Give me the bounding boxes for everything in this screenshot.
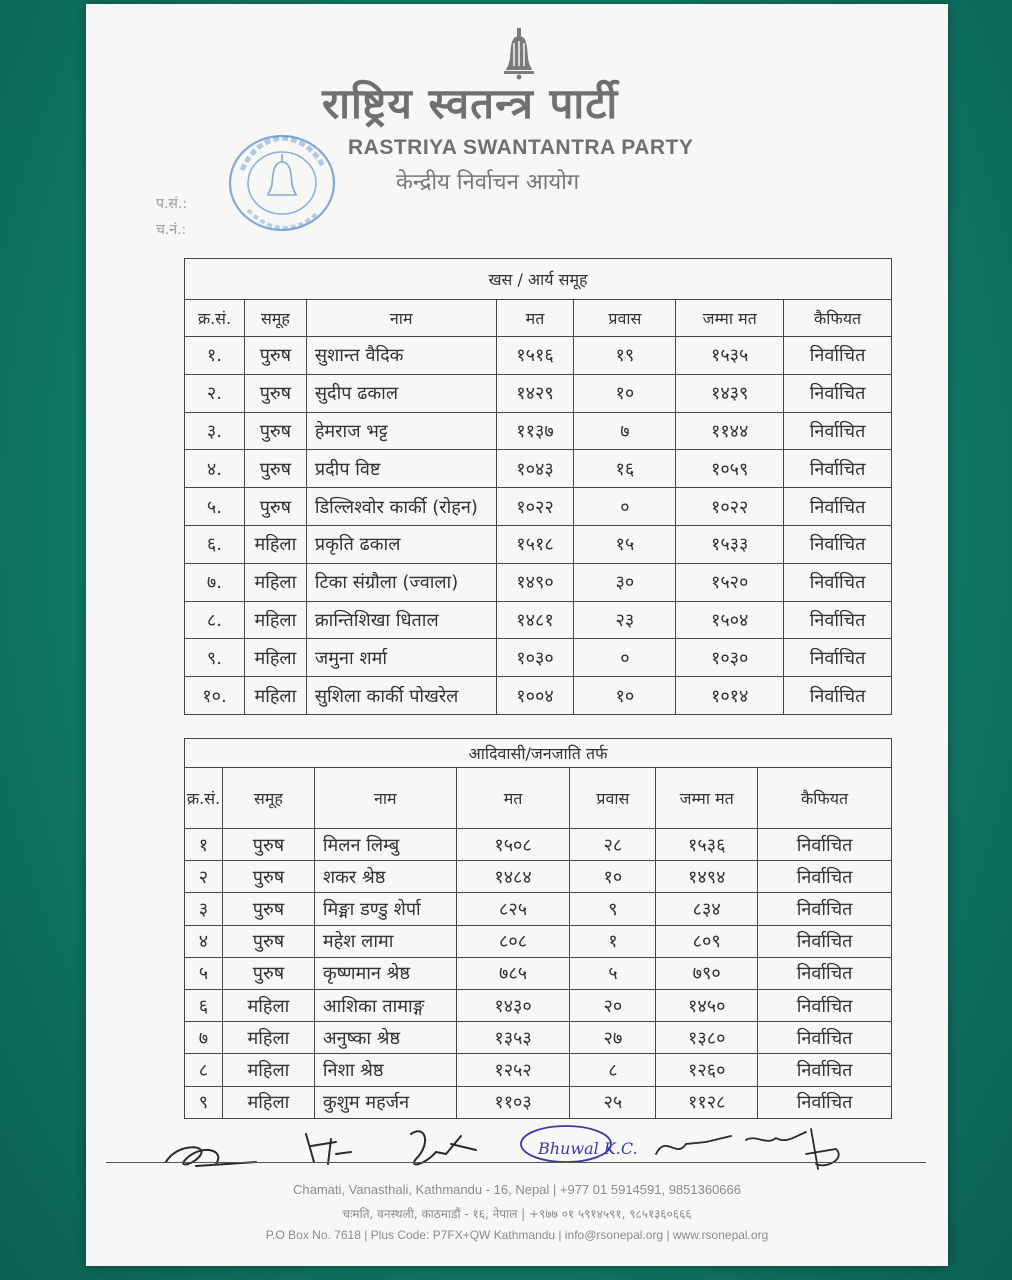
reference-number-label: प.सं.: [156, 196, 188, 212]
cell-remarks: निर्वाचित [784, 601, 892, 639]
table-caption: आदिवासी/जनजाति तर्फ [185, 739, 892, 768]
cell-name: कुशुम महर्जन [314, 1086, 456, 1118]
cell-group: महिला [222, 1086, 314, 1118]
cell-name: मिलन लिम्बु [314, 829, 456, 861]
cell-total-votes: १०२२ [676, 488, 784, 526]
cell-remarks: निर्वाचित [758, 893, 892, 925]
cell-sn: ६. [185, 525, 245, 563]
cell-total-votes: १०५९ [676, 450, 784, 488]
column-header-total-votes: जम्मा मत [676, 300, 784, 337]
adivasi-janajati-results-table [184, 738, 892, 1119]
cell-name: जमुना शर्मा [306, 639, 496, 677]
cell-remarks: निर्वाचित [784, 374, 892, 412]
cell-overseas: ८ [570, 1054, 656, 1086]
cell-remarks: निर्वाचित [758, 925, 892, 957]
party-name-english: RASTRIYA SWANTANTRA PARTY [348, 136, 694, 159]
table-row [185, 957, 892, 989]
cell-total-votes: ११४४ [676, 412, 784, 450]
cell-votes: १००४ [496, 677, 574, 715]
cell-total-votes: ७९० [656, 957, 758, 989]
table-row [185, 639, 892, 677]
party-name-nepali: राष्ट्रिय स्वतन्त्र पार्टी [322, 79, 619, 128]
cell-overseas: ९ [570, 893, 656, 925]
cell-group: पुरुष [222, 829, 314, 861]
cell-group: महिला [244, 677, 306, 715]
cell-overseas: १० [574, 677, 676, 715]
cell-sn: ५. [185, 488, 245, 526]
cell-sn: ३. [185, 412, 245, 450]
cell-total-votes: १५०४ [676, 601, 784, 639]
cell-votes: १२५२ [456, 1054, 570, 1086]
khas-arya-results-table [184, 258, 892, 715]
cell-total-votes: १०१४ [676, 677, 784, 715]
column-header-remarks: कैफियत [758, 768, 892, 829]
cell-total-votes: ११२८ [656, 1086, 758, 1118]
cell-remarks: निर्वाचित [758, 1022, 892, 1054]
cell-overseas: ७ [574, 412, 676, 450]
cell-total-votes: १५३३ [676, 525, 784, 563]
cell-overseas: १० [570, 861, 656, 893]
cell-remarks: निर्वाचित [758, 989, 892, 1021]
cell-overseas: २० [570, 989, 656, 1021]
column-header-overseas: प्रवास [570, 768, 656, 829]
cell-overseas: ५ [570, 957, 656, 989]
table-row [185, 601, 892, 639]
cell-group: पुरुष [244, 374, 306, 412]
cell-votes: १४२९ [496, 374, 574, 412]
cell-overseas: ० [574, 488, 676, 526]
column-header-group: समूह [222, 768, 314, 829]
cell-group: पुरुष [244, 412, 306, 450]
cell-overseas: १५ [574, 525, 676, 563]
table-row [185, 374, 892, 412]
cell-group: महिला [222, 989, 314, 1021]
cell-remarks: निर्वाचित [784, 677, 892, 715]
cell-sn: १०. [185, 677, 245, 715]
cell-name: आशिका तामाङ्ग [314, 989, 456, 1021]
cell-overseas: २५ [570, 1086, 656, 1118]
cell-votes: १५१६ [496, 337, 574, 375]
cell-total-votes: ८३४ [656, 893, 758, 925]
cell-votes: १०२२ [496, 488, 574, 526]
signature-7 [806, 1129, 839, 1169]
cell-total-votes: १५३६ [656, 829, 758, 861]
cell-total-votes: १३८० [656, 1022, 758, 1054]
column-header-group: समूह [244, 300, 306, 337]
cell-group: महिला [244, 601, 306, 639]
cell-group: पुरुष [222, 957, 314, 989]
bell-logo-icon [504, 28, 534, 80]
cell-total-votes: १०३० [676, 639, 784, 677]
signature-5 [656, 1136, 731, 1154]
cell-votes: १५१८ [496, 525, 574, 563]
cell-sn: ४. [185, 450, 245, 488]
cell-total-votes: १५३५ [676, 337, 784, 375]
cell-votes: ८०८ [456, 925, 570, 957]
cell-remarks: निर्वाचित [784, 563, 892, 601]
cell-votes: १४३० [456, 989, 570, 1021]
table-row [185, 337, 892, 375]
signature-6 [746, 1132, 806, 1141]
cell-votes: १४९० [496, 563, 574, 601]
table-row [185, 1054, 892, 1086]
table-row [185, 412, 892, 450]
cell-overseas: ३० [574, 563, 676, 601]
cell-name: सुशिला कार्की पोखरेल [306, 677, 496, 715]
cell-sn: १. [185, 337, 245, 375]
cell-overseas: १ [570, 925, 656, 957]
cell-remarks: निर्वाचित [758, 829, 892, 861]
cell-name: सुशान्त वैदिक [306, 337, 496, 375]
cell-sn: ८ [185, 1054, 223, 1086]
commission-name: केन्द्रीय निर्वाचन आयोग [396, 170, 580, 195]
signature-1 [166, 1147, 256, 1166]
cell-votes: १०४३ [496, 450, 574, 488]
footer-address-english: Chamati, Vanasthali, Kathmandu - 16, Nepal | +977 01 5914591, 9851360666 [293, 1182, 741, 1197]
cell-name: निशा श्रेष्ठ [314, 1054, 456, 1086]
cell-overseas: ० [574, 639, 676, 677]
cell-remarks: निर्वाचित [784, 488, 892, 526]
letterhead [86, 4, 948, 254]
cell-sn: १ [185, 829, 223, 861]
cell-votes: १३५३ [456, 1022, 570, 1054]
cell-sn: ३ [185, 893, 223, 925]
signature-2 [306, 1134, 351, 1164]
table-row [185, 450, 892, 488]
cell-group: पुरुष [244, 488, 306, 526]
cell-group: पुरुष [222, 861, 314, 893]
footer-address-nepali: चःमति, वनस्थली, काठमाडौं - १६, नेपाल | +९७७ ०१ ५९१४५९१, ९८५१३६०६६६ [342, 1207, 692, 1221]
cell-overseas: २३ [574, 601, 676, 639]
cell-group: पुरुष [222, 893, 314, 925]
cell-sn: ५ [185, 957, 223, 989]
table-row [185, 1022, 892, 1054]
footer-contact: P.O Box No. 7618 | Plus Code: P7FX+QW Kathmandu | info@rsonepal.org | www.rsonepal.org [265, 1228, 769, 1242]
cell-sn: ७. [185, 563, 245, 601]
cell-group: महिला [222, 1054, 314, 1086]
cell-votes: १४८१ [496, 601, 574, 639]
signature-4: Bhuwal K.C. [538, 1139, 638, 1158]
cell-total-votes: १५२० [676, 563, 784, 601]
cell-sn: २ [185, 861, 223, 893]
table-row [185, 861, 892, 893]
cell-overseas: १९ [574, 337, 676, 375]
cell-sn: ९. [185, 639, 245, 677]
table-row [185, 989, 892, 1021]
cell-group: पुरुष [222, 925, 314, 957]
table-row [185, 488, 892, 526]
table-row [185, 677, 892, 715]
cell-votes: ७८५ [456, 957, 570, 989]
cell-total-votes: १२६० [656, 1054, 758, 1086]
cell-name: क्रान्तिशिखा धिताल [306, 601, 496, 639]
cell-name: टिका संग्रौला (ज्वाला) [306, 563, 496, 601]
column-header-votes: मत [496, 300, 574, 337]
cell-remarks: निर्वाचित [784, 337, 892, 375]
cell-remarks: निर्वाचित [784, 412, 892, 450]
cell-total-votes: १४५० [656, 989, 758, 1021]
cell-remarks: निर्वाचित [758, 1086, 892, 1118]
table-row [185, 893, 892, 925]
column-header-votes: मत [456, 768, 570, 829]
table-caption: खस / आर्य समूह [185, 259, 892, 300]
cell-sn: ६ [185, 989, 223, 1021]
cell-group: महिला [244, 563, 306, 601]
table-row [185, 563, 892, 601]
table-row [185, 829, 892, 861]
signatures-area [146, 1114, 886, 1184]
cell-sn: ४ [185, 925, 223, 957]
cell-name: कृष्णमान श्रेष्ठ [314, 957, 456, 989]
cell-votes: ११०३ [456, 1086, 570, 1118]
cell-remarks: निर्वाचित [758, 957, 892, 989]
cell-name: प्रकृति ढकाल [306, 525, 496, 563]
official-stamp-icon [226, 132, 338, 234]
cell-group: पुरुष [244, 337, 306, 375]
cell-group: महिला [244, 639, 306, 677]
cell-sn: ७ [185, 1022, 223, 1054]
cell-total-votes: ८०९ [656, 925, 758, 957]
column-header-total-votes: जम्मा मत [656, 768, 758, 829]
cell-total-votes: १४३९ [676, 374, 784, 412]
dispatch-number-label: च.नं.: [156, 222, 187, 238]
signature-divider [106, 1162, 926, 1163]
table-row [185, 525, 892, 563]
cell-group: महिला [244, 525, 306, 563]
cell-votes: १०३० [496, 639, 574, 677]
cell-name: हेमराज भट्ट [306, 412, 496, 450]
cell-votes: ११३७ [496, 412, 574, 450]
cell-overseas: २७ [570, 1022, 656, 1054]
column-header-name: नाम [314, 768, 456, 829]
cell-name: मिङ्मा डण्डु शेर्पा [314, 893, 456, 925]
cell-name: महेश लामा [314, 925, 456, 957]
cell-votes: १४८४ [456, 861, 570, 893]
cell-sn: ८. [185, 601, 245, 639]
column-header-name: नाम [306, 300, 496, 337]
column-header-sn: क्र.सं. [185, 768, 223, 829]
cell-name: डिल्लिश्वोर कार्की (रोहन) [306, 488, 496, 526]
cell-name: अनुष्का श्रेष्ठ [314, 1022, 456, 1054]
cell-overseas: १० [574, 374, 676, 412]
column-header-overseas: प्रवास [574, 300, 676, 337]
cell-votes: ८२५ [456, 893, 570, 925]
cell-name: प्रदीप विष्ट [306, 450, 496, 488]
cell-votes: १५०८ [456, 829, 570, 861]
cell-remarks: निर्वाचित [784, 525, 892, 563]
cell-remarks: निर्वाचित [784, 450, 892, 488]
cell-total-votes: १४९४ [656, 861, 758, 893]
cell-remarks: निर्वाचित [758, 861, 892, 893]
cell-name: सुदीप ढकाल [306, 374, 496, 412]
cell-sn: २. [185, 374, 245, 412]
cell-name: शकर श्रेष्ठ [314, 861, 456, 893]
cell-group: पुरुष [244, 450, 306, 488]
cell-remarks: निर्वाचित [758, 1054, 892, 1086]
column-header-remarks: कैफियत [784, 300, 892, 337]
signature-3 [411, 1131, 476, 1164]
cell-sn: ९ [185, 1086, 223, 1118]
table-row [185, 925, 892, 957]
document-page [86, 4, 948, 1266]
cell-overseas: १६ [574, 450, 676, 488]
cell-remarks: निर्वाचित [784, 639, 892, 677]
column-header-sn: क्र.सं. [185, 300, 245, 337]
cell-group: महिला [222, 1022, 314, 1054]
cell-overseas: २८ [570, 829, 656, 861]
